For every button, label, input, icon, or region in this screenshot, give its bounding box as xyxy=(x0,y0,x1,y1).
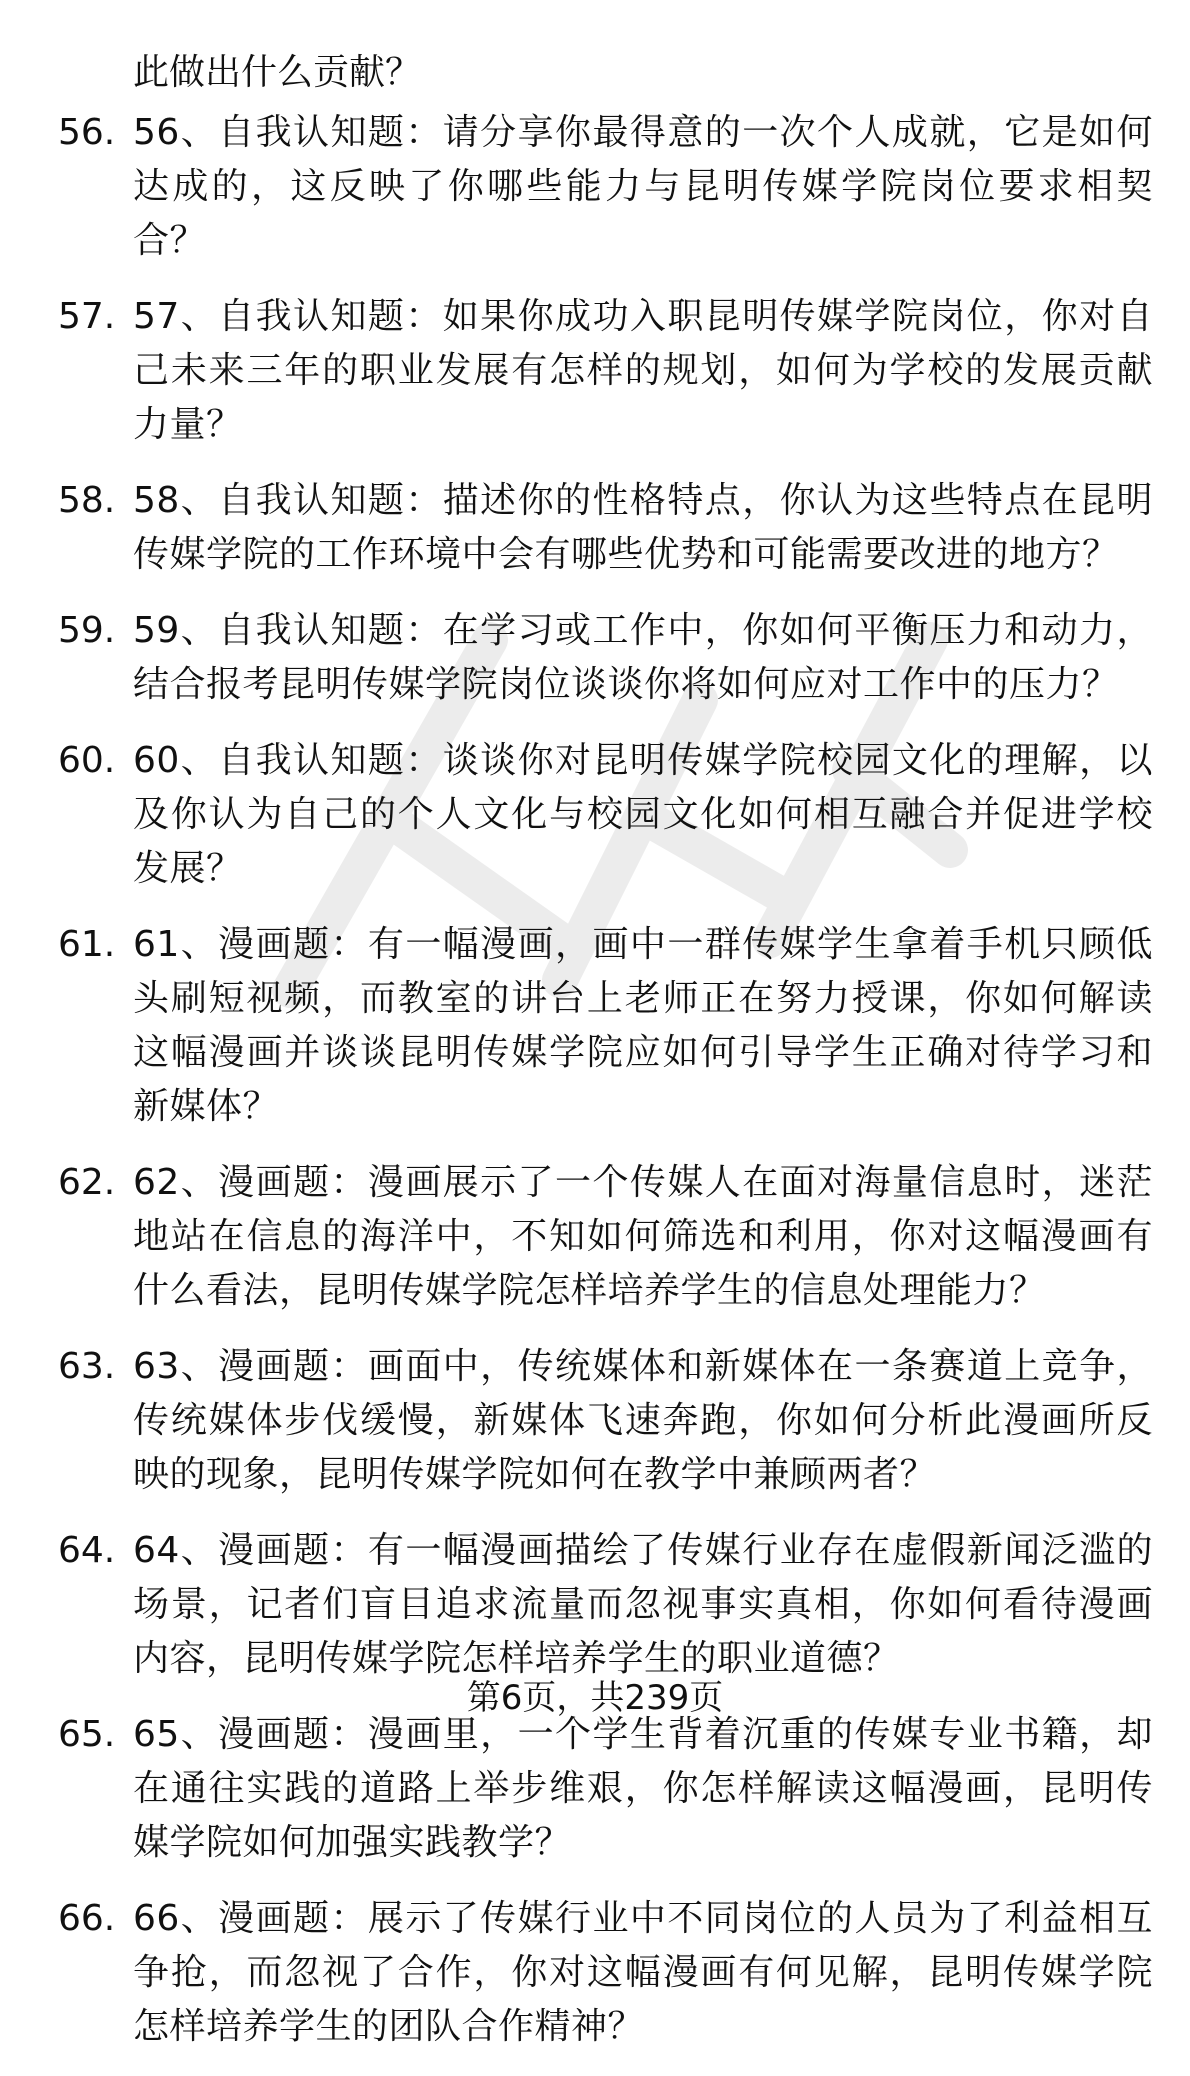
question-number: 57. xyxy=(58,296,116,337)
question-number: 58. xyxy=(58,480,116,521)
question-number: 62. xyxy=(58,1162,116,1203)
question-number: 64. xyxy=(58,1530,116,1571)
question-item xyxy=(0,1708,1190,1870)
question-item xyxy=(0,1892,1190,2054)
question-number: 66. xyxy=(58,1898,116,1939)
question-text: 57、自我认知题：如果你成功入职昆明传媒学院岗位，你对自己未来三年的职业发展有怎样的规划，如何为学校的发展贡献力量？ xyxy=(133,296,1153,445)
question-list xyxy=(0,106,1190,2076)
question-text: 61、漫画题：有一幅漫画，画中一群传媒学生拿着手机只顾低头刷短视频，而教室的讲台上老师正在努力授课，你如何解读这幅漫画并谈谈昆明传媒学院应如何引导学生正确对待学习和新媒体？ xyxy=(133,924,1153,1127)
question-text: 59、自我认知题：在学习或工作中，你如何平衡压力和动力，结合报考昆明传媒学院岗位谈谈你将如何应对工作中的压力？ xyxy=(133,610,1153,705)
question-item xyxy=(0,290,1190,452)
question-text: 66、漫画题：展示了传媒行业中不同岗位的人员为了利益相互争抢，而忽视了合作，你对这幅漫画有何见解，昆明传媒学院怎样培养学生的团队合作精神？ xyxy=(133,1898,1153,2047)
question-item xyxy=(0,1340,1190,1502)
question-number: 59. xyxy=(58,610,116,651)
question-text: 64、漫画题：有一幅漫画描绘了传媒行业存在虚假新闻泛滥的场景，记者们盲目追求流量而忽视事实真相，你如何看待漫画内容，昆明传媒学院怎样培养学生的职业道德？ xyxy=(133,1530,1153,1679)
question-number: 63. xyxy=(58,1346,116,1387)
question-text: 65、漫画题：漫画里，一个学生背着沉重的传媒专业书籍，却在通往实践的道路上举步维艰，你怎样解读这幅漫画，昆明传媒学院如何加强实践教学？ xyxy=(133,1714,1153,1863)
question-text: 62、漫画题：漫画展示了一个传媒人在面对海量信息时，迷茫地站在信息的海洋中，不知如何筛选和利用，你对这幅漫画有什么看法，昆明传媒学院怎样培养学生的信息处理能力？ xyxy=(133,1162,1153,1311)
question-text: 63、漫画题：画面中，传统媒体和新媒体在一条赛道上竞争，传统媒体步伐缓慢，新媒体飞速奔跑，你如何分析此漫画所反映的现象，昆明传媒学院如何在教学中兼顾两者？ xyxy=(133,1346,1153,1495)
question-text: 58、自我认知题：描述你的性格特点，你认为这些特点在昆明传媒学院的工作环境中会有哪些优势和可能需要改进的地方？ xyxy=(133,480,1153,575)
question-number: 65. xyxy=(58,1714,116,1755)
question-text: 56、自我认知题：请分享你最得意的一次个人成就，它是如何达成的，这反映了你哪些能力与昆明传媒学院岗位要求相契合？ xyxy=(133,112,1153,261)
question-text: 60、自我认知题：谈谈你对昆明传媒学院校园文化的理解，以及你认为自己的个人文化与校园文化如何相互融合并促进学校发展？ xyxy=(133,740,1153,889)
page-footer xyxy=(0,1674,1190,1722)
question-number: 61. xyxy=(58,924,116,965)
question-item xyxy=(0,604,1190,712)
continued-question-text: 此做出什么贡献？ xyxy=(133,52,422,93)
question-item xyxy=(0,1524,1190,1686)
question-number: 56. xyxy=(58,112,116,153)
question-item xyxy=(0,106,1190,268)
question-item xyxy=(0,918,1190,1134)
question-item xyxy=(0,734,1190,896)
question-number: 60. xyxy=(58,740,116,781)
page-number-label: 第6页，共239页 xyxy=(466,1678,724,1718)
question-item xyxy=(0,1156,1190,1318)
question-item xyxy=(0,474,1190,582)
